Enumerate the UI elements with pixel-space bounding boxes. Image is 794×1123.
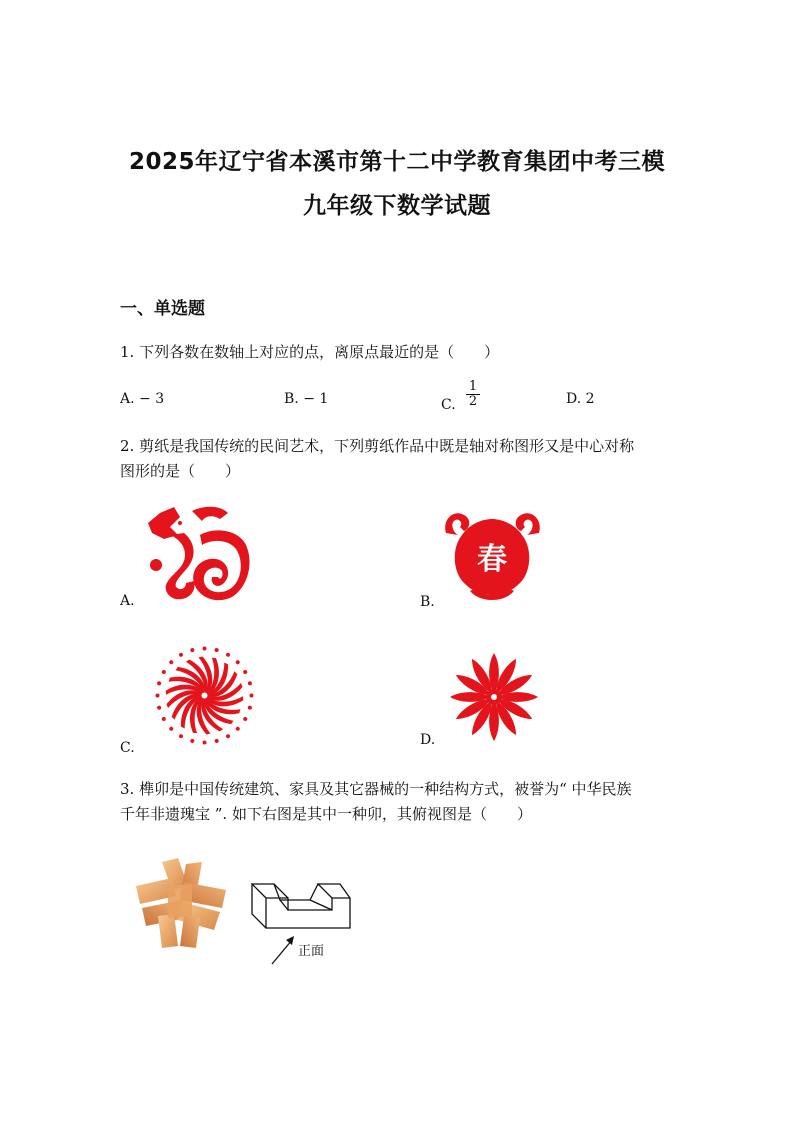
question-2-option-a: A. (120, 593, 135, 609)
question-2-text-line1: 2. 剪纸是我国传统的民间艺术，下列剪纸作品中既是轴对称图形又是中心对称 (120, 437, 635, 455)
exam-title-line1: 2025年辽宁省本溪市第十二中学教育集团中考三模 (128, 149, 665, 175)
exam-title-line2: 九年级下数学试题 (303, 193, 491, 219)
papercut-flower-image (445, 650, 543, 744)
papercut-dragon-image (140, 505, 255, 605)
question-2-option-c: C. (120, 740, 135, 756)
front-arrow-icon (272, 940, 292, 964)
fraction-numerator: 1 (468, 379, 478, 394)
fraction-denominator: 2 (466, 394, 480, 409)
question-1-option-a: A. − 3 (120, 391, 165, 407)
question-2-option-d: D. (420, 732, 436, 748)
question-2-text-line2: 图形的是（ ） (120, 462, 241, 480)
section-heading: 一、单选题 (120, 299, 205, 319)
question-1-option-c-label: C. (441, 397, 456, 413)
question-1-option-c-fraction (466, 380, 480, 409)
dot-ring (203, 647, 207, 651)
wooden-puzzle-image (132, 856, 232, 951)
papercut-swirl-image (152, 643, 257, 748)
spring-character: 春 (477, 542, 507, 577)
question-1-text: 1. 下列各数在数轴上对应的点，离原点最近的是（ ） (120, 343, 500, 361)
papercut-spring-image (440, 505, 545, 605)
question-1-option-d: D. 2 (566, 391, 595, 407)
front-view-label: 正面 (298, 944, 325, 959)
question-1-option-b: B. − 1 (284, 391, 329, 407)
question-3-text-line1: 3. 榫卯是中国传统建筑、家具及其它器械的一种结构方式，被誉为“ 中华民族 (120, 780, 632, 798)
question-3-text-line2: 千年非遗瑰宝 ”. 如下右图是其中一种卯，其俯视图是（ ） (120, 805, 532, 823)
question-2-option-b: B. (420, 594, 435, 610)
